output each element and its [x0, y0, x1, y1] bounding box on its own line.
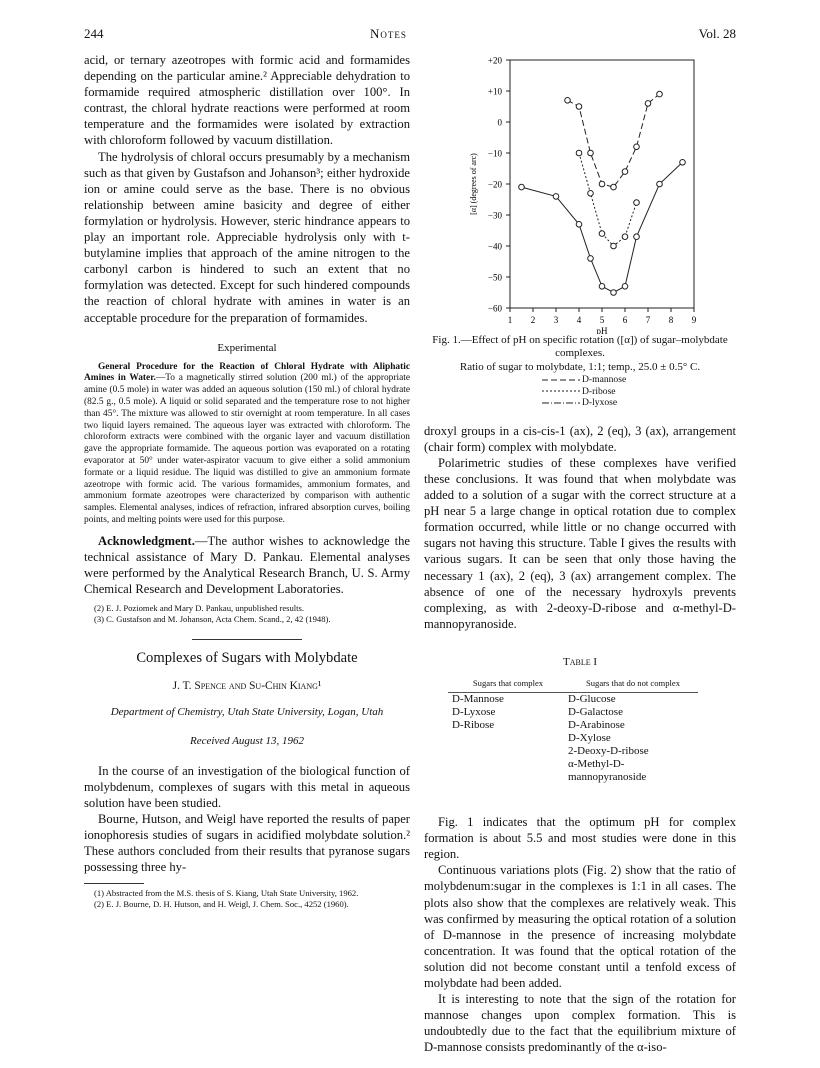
paragraph: droxyl groups in a cis-cis-1 (ax), 2 (eq), 3 (ax), arrangement (chair form) complex with molybdate.	[424, 423, 736, 454]
paragraph: Fig. 1 indicates that the optimum pH for complex formation is about 5.5 and most studies were done in this region.	[424, 815, 736, 862]
legend-swatch-dashdot	[542, 399, 582, 407]
table-header-complex: Sugars that complex	[472, 678, 544, 689]
x-tick-label: 9	[691, 315, 697, 325]
data-point	[611, 290, 617, 296]
x-tick-label: 2	[530, 315, 536, 325]
y-tick-label: 0	[497, 117, 502, 128]
table-cell-no-complex: D-Xylose	[568, 732, 611, 745]
running-header	[84, 26, 736, 44]
data-point	[622, 284, 628, 290]
data-point	[565, 98, 571, 104]
x-axis-label: pH	[596, 326, 608, 334]
volume-label: Vol. 28	[698, 26, 736, 41]
figure-legend	[542, 374, 736, 409]
table-header-row	[448, 678, 698, 692]
series-line-d-ribose	[579, 153, 637, 246]
right-column	[424, 52, 736, 1055]
data-point	[588, 256, 594, 262]
legend-label: D-ribose	[582, 385, 616, 397]
footnote: (3) C. Gustafson and M. Johanson, Acta Chem. Scand., 2, 42 (1948).	[94, 614, 331, 625]
data-point	[611, 243, 617, 249]
x-tick-label: 5	[599, 315, 605, 325]
legend-item-lyxose	[542, 397, 736, 409]
table-cell-no-complex: D-Galactose	[568, 706, 623, 719]
data-point	[657, 181, 663, 187]
paragraph: In the course of an investigation of the biological function of molybdenum, complexes of sugars with this metal in aqueous solution have been studied.	[84, 763, 410, 810]
data-point	[576, 104, 582, 110]
x-tick-label: 1	[507, 315, 513, 325]
data-point	[634, 144, 640, 150]
procedure-title: General Procedure for the Reaction of Chloral Hydrate with Aliphatic Amines in Water.	[84, 361, 410, 384]
footnote: (2) E. J. Bourne, D. H. Hutson, and H. Weigl, J. Chem. Soc., 4252 (1960).	[94, 899, 349, 910]
table-cell-no-complex: α-Methyl-D-mannopyranoside	[568, 758, 647, 784]
table-header-no-complex: Sugars that do not complex	[585, 678, 681, 689]
data-point	[680, 160, 686, 166]
footnote-rule	[84, 883, 144, 884]
paragraph: It is interesting to note that the sign of the rotation for mannose changes upon complex formation. This is undoubtedly due to the fact that the equilibrium mixture of D-mannose consists predominantly of the α-iso-	[424, 992, 736, 1055]
article-title: Complexes of Sugars with Molybdate	[136, 650, 358, 667]
figure-caption: Fig. 1.—Effect of pH on specific rotation ([α]) of sugar–molybdate complexes.	[432, 334, 728, 360]
experimental-heading: Experimental	[217, 341, 277, 354]
data-point	[645, 101, 651, 107]
chart-svg	[424, 52, 736, 334]
ack-title: Acknowledgment.	[98, 533, 195, 548]
data-point	[634, 200, 640, 206]
figure-1-chart	[424, 52, 736, 334]
table-cell-no-complex: D-Arabinose	[568, 719, 625, 732]
table-row	[448, 706, 698, 719]
ack-body: —The author wishes to acknowledge the technical assistance of Mary D. Pankau. Elemental analyses were performed by the Analytical Research Branch, U. S. Army Chemical Research and Development Laboratories.	[84, 533, 410, 597]
data-point	[611, 184, 617, 190]
data-point	[519, 184, 525, 190]
left-column	[84, 52, 410, 910]
paragraph: Bourne, Hutson, and Weigl have reported the results of paper ionophoresis studies of sugars in acidified molybdate solution.² These authors concluded from their results that pyranose sugars possessing three hy-	[84, 811, 410, 875]
y-tick-label: −20	[487, 179, 502, 190]
data-point	[588, 150, 594, 156]
table-row	[448, 745, 698, 758]
table-row	[448, 758, 698, 784]
table-cell-complex: D-Mannose	[452, 693, 504, 706]
x-tick-label: 3	[553, 315, 559, 325]
table-cell-complex	[448, 745, 568, 758]
y-tick-label: −60	[487, 303, 502, 314]
legend-label: D-lyxose	[582, 397, 618, 409]
table-title: Table I	[562, 655, 598, 668]
legend-item-ribose	[542, 386, 736, 398]
footnote: (2) E. J. Poziomek and Mary D. Pankau, unpublished results.	[94, 603, 305, 614]
y-axis-label: [α] (degrees of arc)	[469, 153, 478, 215]
y-tick-label: −10	[487, 148, 502, 159]
legend-swatch-dashed	[542, 376, 582, 384]
y-tick-label: −30	[487, 210, 502, 221]
table-cell-complex	[448, 758, 568, 784]
acknowledgment	[84, 533, 410, 597]
y-tick-label: −50	[487, 272, 502, 283]
paragraph: acid, or ternary azeotropes with formic acid and formamides depending on the particular amine.² Appreciable dehydration to formamide required atmospheric distillation over 100°. In contrast, the chloral hydrate reactions were performed at room temperature and the formamides were isolated by extraction with chloroform followed by vacuum distillation.	[84, 53, 410, 148]
experimental-procedure	[84, 362, 410, 527]
paragraph: Polarimetric studies of these complexes have verified these conclusions. It was found that when molybdate was added to a solution of a sugar with the correct structure at a pH near 5 a large change in optical rotation due to complex formation occurred, while little or no change occurred with sugars not having this structure. Table I gives the results with various sugars. It can be seen that only those having the necessary 1 (ax), 2 (eq), 3 (ax) arrangement complex. The absence of one of the necessary hydroxyls prevents complexing, as with 2-deoxy-D-ribose and α-methyl-D-mannopyranoside.	[424, 455, 736, 631]
legend-label: D-mannose	[582, 374, 627, 386]
table-1	[448, 678, 698, 784]
table-body	[448, 693, 698, 784]
data-point	[576, 222, 582, 228]
received-date: Received August 13, 1962	[189, 734, 305, 747]
y-tick-label: +20	[487, 55, 502, 66]
table-cell-no-complex: 2-Deoxy-D-ribose	[568, 745, 649, 758]
journal-section: Notes	[370, 26, 407, 41]
table-cell-complex: D-Ribose	[452, 719, 495, 732]
data-point	[622, 234, 628, 240]
x-tick-label: 6	[622, 315, 628, 325]
table-cell-no-complex: D-Glucose	[568, 693, 616, 706]
article-authors: J. T. Spence and Su-Chin Kiang¹	[172, 680, 322, 693]
data-point	[634, 234, 640, 240]
figure-caption-conditions: Ratio of sugar to molybdate, 1:1; temp., 25.0 ± 0.5° C.	[459, 360, 701, 373]
x-tick-label: 7	[645, 315, 651, 325]
section-divider	[192, 639, 302, 640]
procedure-body: —To a magnetically stirred solution (200 ml.) of the appropriate amine (0.5 mole) in water was added an aqueous solution (150 ml.) of chloral hydrate (82.5 g., 0.5 mole). A liquid or solid separated and the temperature rose to not higher than 45°. The mixture was allowed to stir overnight at room temperature. In all cases two liquid layers remained. The aqueous layer was extracted with chloroform. The chloroform extracts were combined with the organic layer and vacuum distillation gave the appropriate formamide. The aqueous portion was evaporated on a rotating evaporator at 50° under water-aspirator vacuum to give either a solid ammonium formate or a liquid residue. The liquid was distilled to give an ammonium formate azeotrope with formic acid. The various formamides, ammonium formates, and ammonium formate azeotropes were characterized by comparison with authentic samples. Elemental analyses, indices of refraction, infrared absorption curves, boiling points, and melting points were used for this purpose.	[84, 373, 411, 526]
data-point	[622, 169, 628, 175]
author-affiliation: Department of Chemistry, Utah State University, Logan, Utah	[110, 706, 384, 719]
data-point	[553, 194, 559, 200]
data-point	[588, 191, 594, 197]
paragraph: The hydrolysis of chloral occurs presumably by a mechanism such as that given by Gustafson and Johanson³; either hydroxide ion or amine could serve as the base. There is no obvious relationship between amine basicity and degree of either formylation or hydrolysis. However, steric hindrance appears to play an important role. Appreciable hydrolysis only with t-butylamine implies that approach of the amine nitrogen to the carbonyl carbon is hindered to such an extent that no formylation was detected. Except for such hindered compounds the reaction of chloral hydrate with amines in water is an acceptable procedure for the preparation of formamides.	[84, 149, 410, 325]
data-point	[599, 181, 605, 187]
table-row	[448, 693, 698, 706]
legend-swatch-dotted	[542, 387, 582, 395]
table-row	[448, 732, 698, 745]
data-point	[657, 91, 663, 97]
y-tick-label: −40	[487, 241, 502, 252]
y-tick-label: +10	[487, 86, 502, 97]
table-cell-complex: D-Lyxose	[452, 706, 496, 719]
data-point	[599, 231, 605, 237]
data-point	[599, 284, 605, 290]
table-row	[448, 719, 698, 732]
paragraph: Continuous variations plots (Fig. 2) show that the ratio of molybdenum:sugar in the complexes is 1:1 in all cases. The plots also show that the complexes are relatively weak. This was confirmed by measuring the optical rotation of a solution of D-mannose in the presence of increasing molybdate concentration. It was found that the optical rotation of the solution did not become constant until a tenfold excess of molybdate had been added.	[424, 863, 736, 990]
legend-item-mannose	[542, 374, 736, 386]
table-cell-complex	[448, 732, 568, 745]
x-tick-label: 4	[576, 315, 582, 325]
page-number: 244	[84, 26, 104, 41]
footnote: (1) Abstracted from the M.S. thesis of S. Kiang, Utah State University, 1962.	[94, 888, 359, 899]
x-tick-label: 8	[668, 315, 674, 325]
data-point	[576, 150, 582, 156]
